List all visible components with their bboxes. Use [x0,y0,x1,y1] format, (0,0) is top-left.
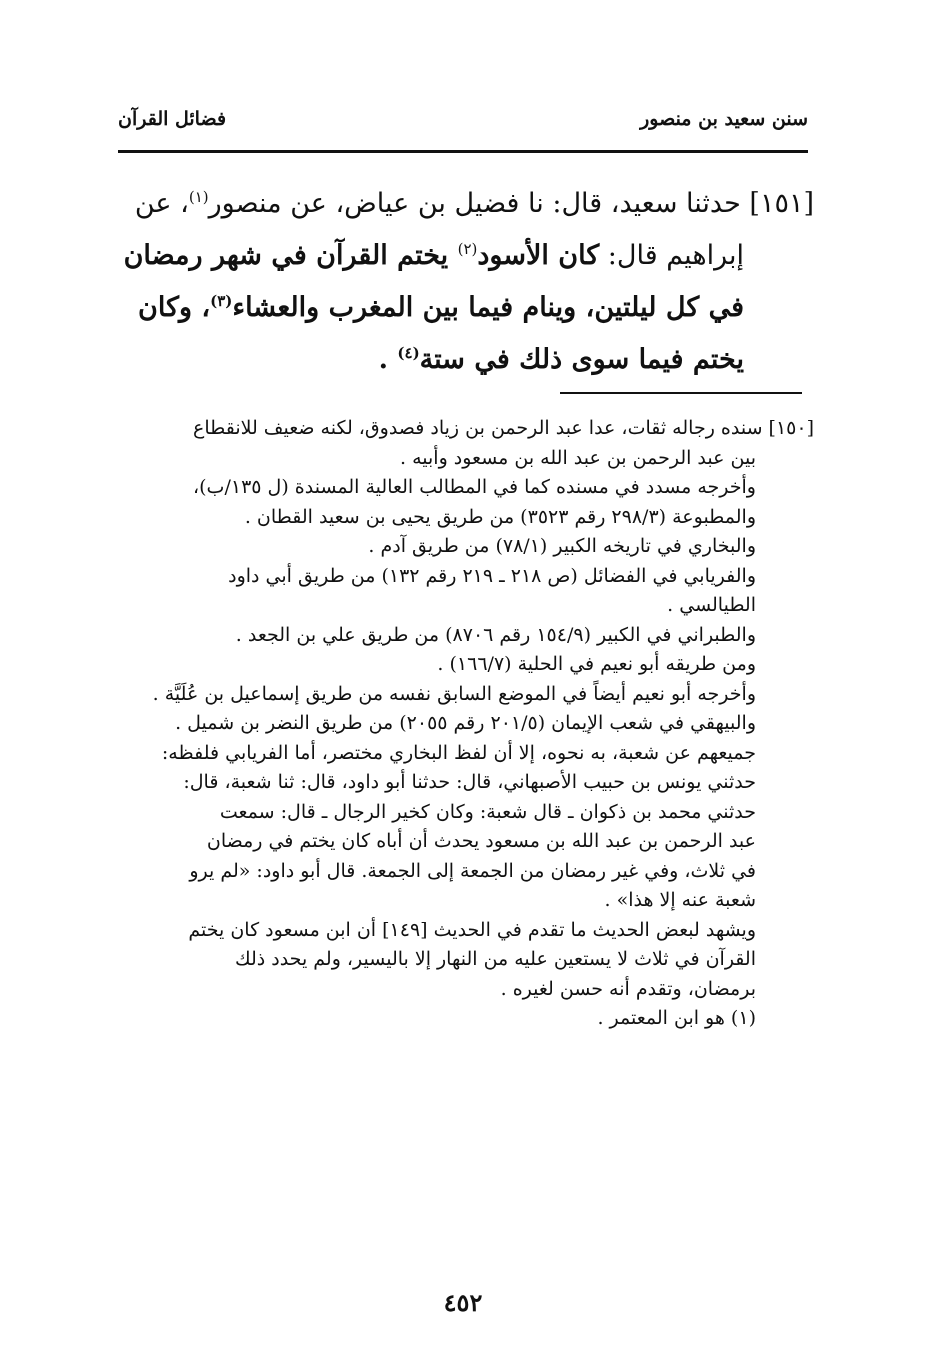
hadith-line-2-a: إبراهيم قال: [599,240,744,271]
hadith-text [110,178,814,386]
note-line: والفريابي في الفضائل (ص ٢١٨ ـ ٢١٩ رقم ١٣٢) من طريق أبي داود [228,564,756,587]
footnote-divider [560,392,802,394]
note-line: وأخرجه أبو نعيم أيضاً في الموضع السابق نفسه من طريق إسماعيل بن عُلَيَّة . [152,682,756,705]
hadith-line-1-text: حدثنا سعيد، قال: نا فضيل بن عياض، عن منصور [208,188,741,219]
note-line: والبيهقي في شعب الإيمان (٢٠١/٥ رقم ٢٠٥٥) من طريق النضر بن شميل . [175,712,756,734]
note-line: الطيالسي . [667,594,756,616]
hadith-line-3-a: في كل ليلتين، وينام فيما بين المغرب والعشاء [232,292,744,323]
note-line: القرآن في ثلاث لا يستعين عليه من النهار إلا باليسير، ولم يحدد ذلك [234,948,756,970]
hadith-number: [١٥١] [749,188,814,219]
note-line: شعبة عنه إلا هذا» . [604,889,756,911]
hadith-line-2-b: كان الأسود [477,240,600,271]
note-line: ويشهد لبعض الحديث ما تقدم في الحديث [١٤٩] أن ابن مسعود كان يختم [188,918,756,941]
running-header [118,108,808,144]
footnote-ref-3: (٣) [210,292,233,310]
hadith-line-2 [110,230,814,282]
note-line: ومن طريقه أبو نعيم في الحلية (١٦٦/٧) . [437,653,756,675]
chapter-title: فضائل القرآن [118,108,227,130]
footnote-1: (١) هو ابن المعتمر . [597,1007,756,1029]
hadith-line-4 [110,334,814,386]
hadith-line-4-b: . [378,344,398,375]
hadith-line-2-c: يختم القرآن في شهر رمضان [123,240,458,271]
footnote-ref-2: (٢) [457,240,478,258]
note-line: بين عبد الرحمن بن عبد الله بن مسعود وأبيه . [400,446,756,469]
book-title: سنن سعيد بن منصور [640,108,808,130]
note-line: في ثلاث، وفي غير رمضان من الجمعة إلى الجمعة. قال أبو داود: «لم يرو [189,859,756,882]
footnote-ref-1: (١) [188,188,209,206]
note-line: حدثني محمد بن ذكوان ـ قال شعبة: وكان كخير الرجال ـ قال: سمعت [219,800,756,823]
footnote-ref-4: (٤) [397,344,420,362]
hadith-line-1 [110,178,814,230]
note-line: عبد الرحمن بن عبد الله بن مسعود يحدث أن أباه كان يختم في رمضان [206,830,756,852]
footnotes [110,414,814,1034]
note-line: جميعهم عن شعبة، به نحوه، إلا أن لفظ البخاري مختصر، أما الفريابي فلفظه: [161,741,756,764]
hadith-line-4-a: يختم فيما سوى ذلك في ستة [419,344,744,375]
page-number: ٤٥٢ [443,1288,483,1317]
note-line: وأخرجه مسدد في مسنده كما في المطالب العالية المسندة (ل ١٣٥/ب)، [193,476,756,498]
header-divider [118,150,808,153]
note-line: [١٥٠] سنده رجاله ثقات، عدا عبد الرحمن بن زياد فصدوق، لكنه ضعيف للانقطاع [193,417,814,439]
hadith-line-1-end: ، عن [134,188,189,219]
hadith-line-3 [110,282,814,334]
hadith-line-3-b: ، وكان [138,292,211,323]
note-line: والبخاري في تاريخه الكبير (٧٨/١) من طريق آدم . [368,535,756,557]
note-line: برمضان، وتقدم أنه حسن لغيره . [500,977,756,1000]
note-line: حدثني يونس بن حبيب الأصبهاني، قال: حدثنا أبو داود، قال: ثنا شعبة، قال: [183,771,756,793]
note-line: والطبراني في الكبير (١٥٤/٩ رقم ٨٧٠٦) من طريق علي بن الجعد . [235,623,756,646]
note-line: والمطبوعة (٢٩٨/٣ رقم ٣٥٢٣) من طريق يحيى بن سعيد القطان . [244,505,756,528]
